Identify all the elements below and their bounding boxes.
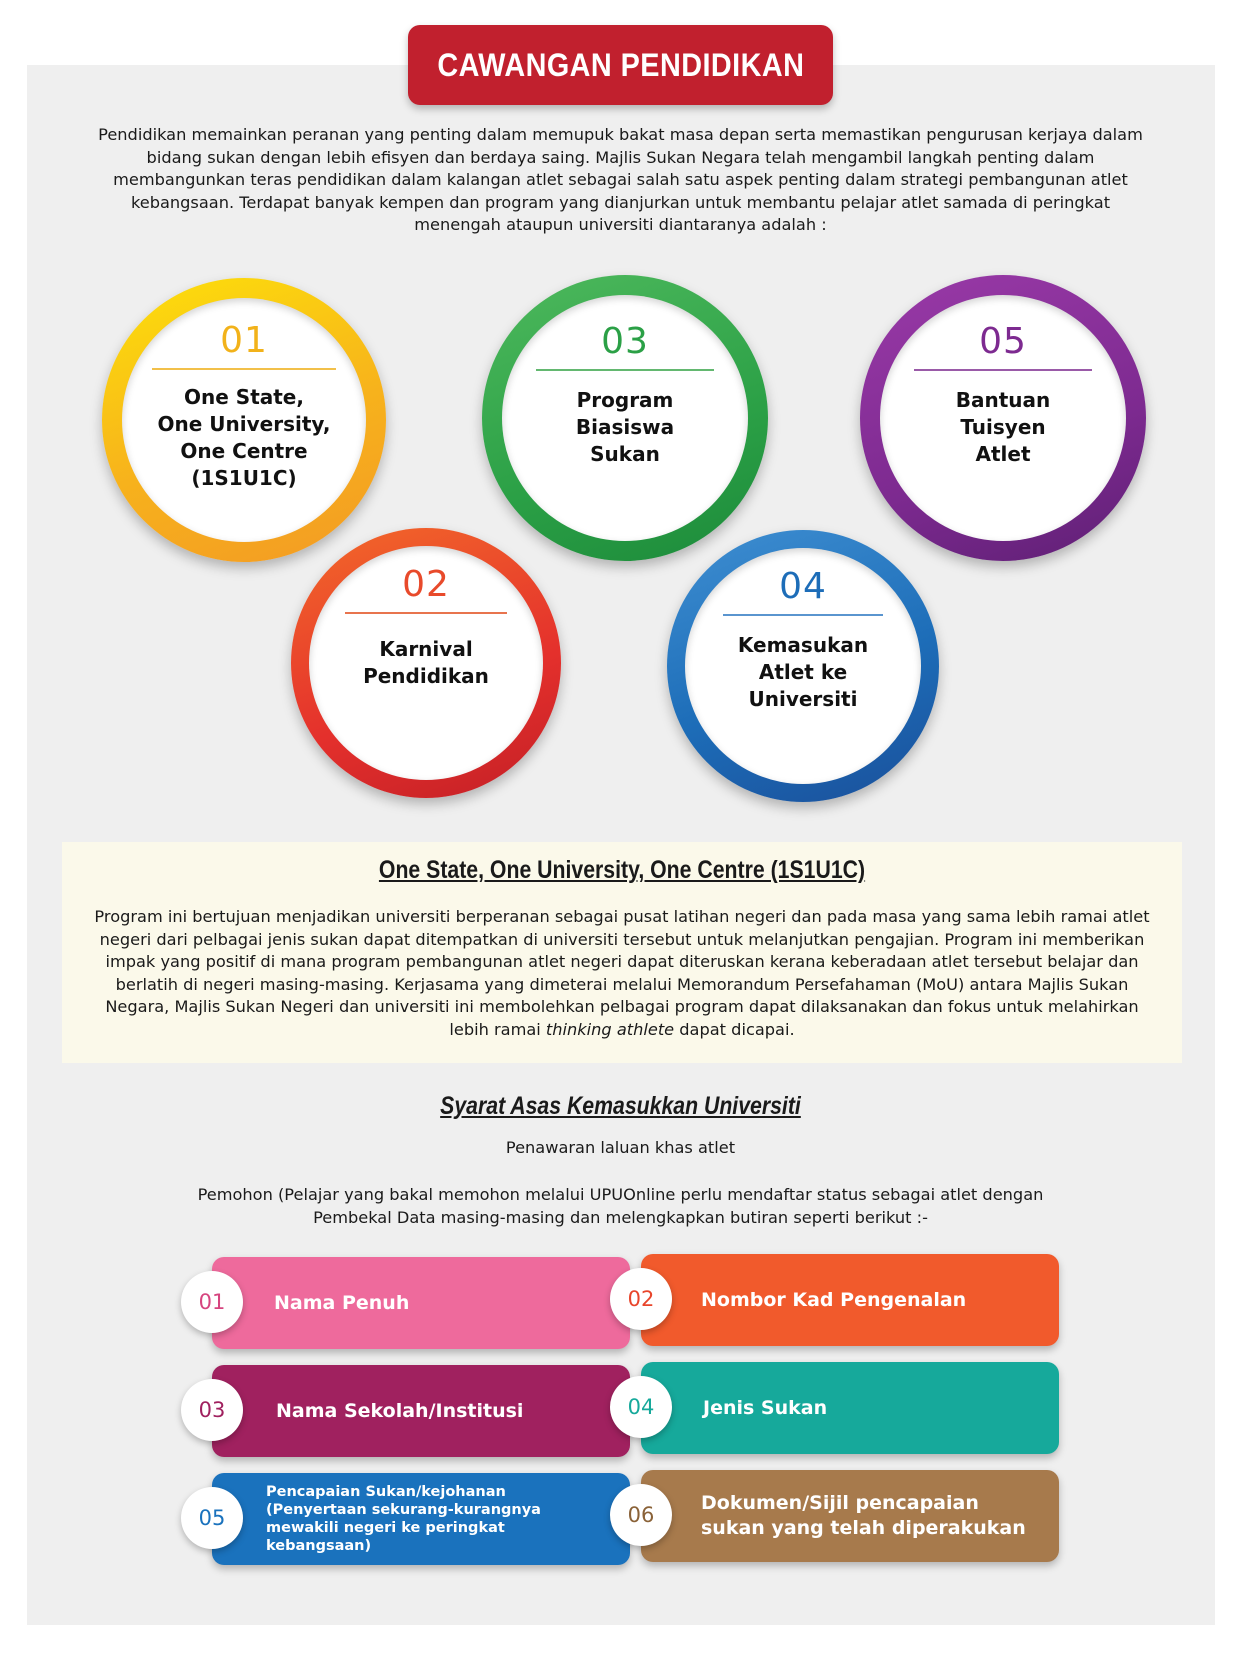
requirement-number-01: 01 bbox=[181, 1271, 243, 1333]
highlight-body bbox=[92, 906, 1152, 1041]
requirement-label: Pencapaian Sukan/kejohanan (Penyertaan sekurang-kurangnya mewakili negeri ke peringkat kebangsaan) bbox=[266, 1484, 541, 1554]
divider bbox=[723, 614, 883, 616]
program-number: 04 bbox=[779, 566, 827, 607]
program-number: 01 bbox=[220, 320, 268, 361]
requirements-description: Pemohon (Pelajar yang bakal memohon melalui UPUOnline perlu mendaftar status sebagai atlet dengan Pembekal Data masing-masing dan melengkapkan butiran seperti berikut :- bbox=[197, 1185, 1044, 1227]
requirement-item-05 bbox=[212, 1473, 630, 1565]
intro-paragraph: Pendidikan memainkan peranan yang penting dalam memupuk bakat masa depan serta memastikan pengurusan kerjaya dalam bidang sukan dengan lebih efisyen dan berdaya saing. Majlis Sukan Negara telah mengambil langkah penting dalam membangunkan teras pendidikan dalam kalangan atlet sebagai salah satu aspek penting dalam strategi pembangunan atlet kebangsaan. Terdapat banyak kempen dan program yang dianjurkan untuk membantu pelajar atlet samada di peringkat menengah ataupun universiti diantaranya adalah : bbox=[98, 125, 1143, 234]
requirement-item-06 bbox=[641, 1470, 1059, 1562]
program-number: 05 bbox=[979, 321, 1027, 362]
divider bbox=[914, 369, 1092, 371]
requirement-number-02: 02 bbox=[610, 1268, 672, 1330]
program-circle-inner bbox=[685, 548, 921, 784]
program-circle-inner bbox=[880, 295, 1126, 541]
divider bbox=[536, 369, 714, 371]
requirement-number-05: 05 bbox=[181, 1487, 243, 1549]
program-circle-05 bbox=[860, 275, 1146, 561]
program-label: Program Biasiswa Sukan bbox=[575, 388, 675, 466]
requirement-label: Jenis Sukan bbox=[703, 1397, 828, 1419]
title-banner bbox=[408, 25, 833, 105]
requirement-number-03: 03 bbox=[181, 1379, 243, 1441]
program-circle-04 bbox=[667, 530, 939, 802]
program-circle-03 bbox=[482, 275, 768, 561]
program-circle-inner bbox=[122, 298, 366, 542]
program-circle-inner bbox=[502, 295, 748, 541]
program-label: Bantuan Tuisyen Atlet bbox=[955, 388, 1051, 466]
program-label: Karnival Pendidikan bbox=[363, 637, 489, 688]
program-number: 03 bbox=[601, 321, 649, 362]
requirement-label: Nama Sekolah/Institusi bbox=[276, 1400, 524, 1422]
program-circle-01 bbox=[102, 278, 386, 562]
requirement-item-03 bbox=[212, 1365, 630, 1457]
divider bbox=[345, 612, 507, 614]
requirements-subtitle: Penawaran laluan khas atlet bbox=[505, 1138, 736, 1157]
requirement-label: Nama Penuh bbox=[274, 1292, 410, 1314]
highlight-text: Program ini bertujuan menjadikan universiti berperanan sebagai pusat latihan negeri dan pada masa yang sama lebih ramai atlet negeri dari pelbagai jenis sukan dapat ditempatkan di universiti tersebut untuk melanjutkan pengajian. Program ini memberikan impak yang positif di mana program pembangunan atlet negeri dapat diteruskan kerana keberadaan atlet tersebut belajar dan berlatih di negeri masing-masing. Kerjasama yang dimeterai melalui Memorandum Persefahaman (MoU) antara Majlis Sukan Negara, Majlis Sukan Negeri dan universiti ini membolehkan pelbagai program dapat dilaksanakan dan fokus untuk melahirkan lebih ramai bbox=[94, 907, 1150, 1039]
program-label: One State, One University, One Centre (1S1U1C) bbox=[157, 385, 331, 490]
requirements-title: Syarat Asas Kemasukkan Universiti bbox=[440, 1092, 801, 1120]
page-title: CAWANGAN PENDIDIKAN bbox=[437, 46, 804, 83]
requirement-item-02 bbox=[641, 1254, 1059, 1346]
divider bbox=[152, 368, 336, 370]
requirement-item-04 bbox=[641, 1362, 1059, 1454]
program-label: Kemasukan Atlet ke Universiti bbox=[737, 633, 869, 711]
highlight-italic-text: thinking athlete bbox=[545, 1019, 675, 1039]
requirement-number-06: 06 bbox=[610, 1484, 672, 1546]
requirement-label: Dokumen/Sijil pencapaian sukan yang telah diperakukan bbox=[701, 1492, 1026, 1539]
highlight-title: One State, One University, One Centre (1S1U1C) bbox=[378, 856, 866, 884]
highlight-text-end: dapat dicapai. bbox=[674, 1019, 795, 1039]
program-number: 02 bbox=[402, 564, 450, 605]
requirement-label: Nombor Kad Pengenalan bbox=[701, 1289, 967, 1311]
program-circle-inner bbox=[309, 546, 543, 780]
program-highlight-box bbox=[62, 842, 1182, 1063]
requirement-item-01 bbox=[212, 1257, 630, 1349]
requirement-number-04: 04 bbox=[610, 1376, 672, 1438]
program-circle-02 bbox=[291, 528, 561, 798]
